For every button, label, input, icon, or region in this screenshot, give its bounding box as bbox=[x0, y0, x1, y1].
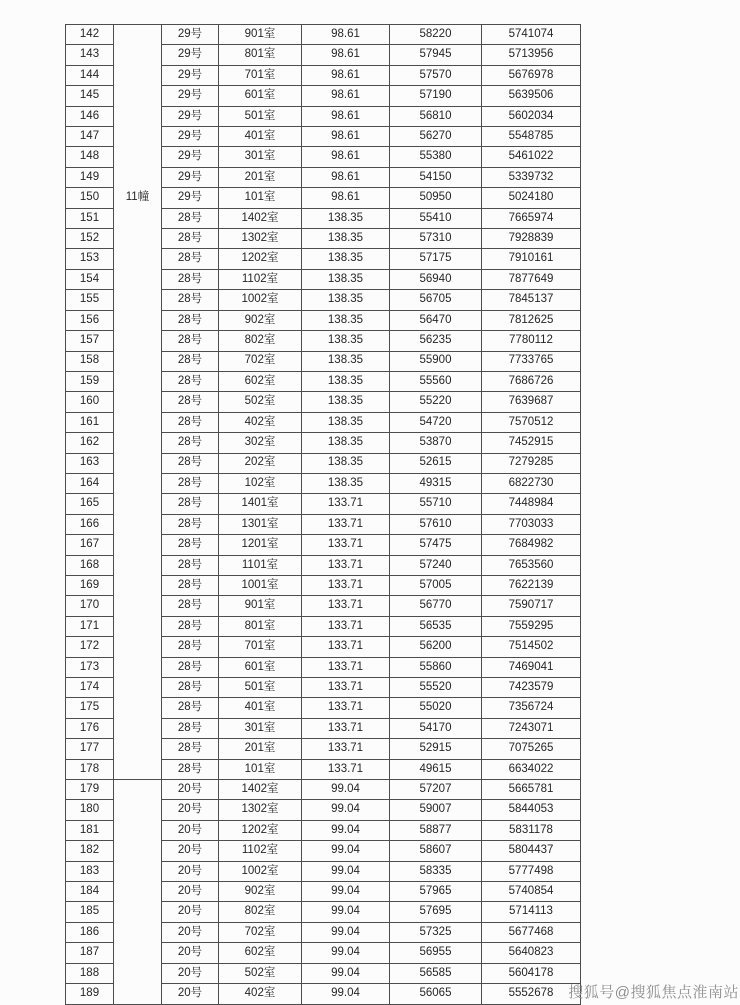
unit-number-cell: 20号 bbox=[162, 821, 219, 841]
room-cell: 601室 bbox=[219, 86, 302, 106]
row-number-cell: 143 bbox=[66, 45, 114, 65]
total-price-cell: 7590717 bbox=[482, 596, 581, 616]
row-number-cell: 142 bbox=[66, 25, 114, 45]
unit-price-cell: 57965 bbox=[390, 882, 482, 902]
total-price-cell: 7559295 bbox=[482, 617, 581, 637]
total-price-cell: 5677468 bbox=[482, 923, 581, 943]
unit-number-cell: 28号 bbox=[162, 576, 219, 596]
room-cell: 1301室 bbox=[219, 515, 302, 535]
building-block-cell bbox=[114, 780, 162, 1004]
unit-number-cell: 28号 bbox=[162, 719, 219, 739]
unit-price-cell: 57610 bbox=[390, 515, 482, 535]
row-number-cell: 183 bbox=[66, 862, 114, 882]
unit-price-cell: 55860 bbox=[390, 658, 482, 678]
unit-price-cell: 57240 bbox=[390, 556, 482, 576]
room-cell: 801室 bbox=[219, 617, 302, 637]
unit-number-cell: 28号 bbox=[162, 596, 219, 616]
room-cell: 1402室 bbox=[219, 780, 302, 800]
area-cell: 133.71 bbox=[302, 760, 390, 780]
unit-price-cell: 57695 bbox=[390, 902, 482, 922]
total-price-cell: 5639506 bbox=[482, 86, 581, 106]
area-cell: 99.04 bbox=[302, 902, 390, 922]
area-cell: 98.61 bbox=[302, 45, 390, 65]
row-number-cell: 181 bbox=[66, 821, 114, 841]
unit-price-cell: 56705 bbox=[390, 290, 482, 310]
unit-price-cell: 57190 bbox=[390, 86, 482, 106]
row-number-cell: 145 bbox=[66, 86, 114, 106]
area-cell: 133.71 bbox=[302, 739, 390, 759]
area-cell: 99.04 bbox=[302, 821, 390, 841]
area-cell: 138.35 bbox=[302, 474, 390, 494]
unit-price-cell: 50950 bbox=[390, 188, 482, 208]
unit-number-cell: 28号 bbox=[162, 331, 219, 351]
row-number-cell: 179 bbox=[66, 780, 114, 800]
area-cell: 99.04 bbox=[302, 780, 390, 800]
total-price-cell: 5548785 bbox=[482, 127, 581, 147]
unit-price-cell: 59007 bbox=[390, 800, 482, 820]
unit-price-cell: 57005 bbox=[390, 576, 482, 596]
unit-number-cell: 28号 bbox=[162, 739, 219, 759]
area-cell: 99.04 bbox=[302, 862, 390, 882]
area-cell: 138.35 bbox=[302, 311, 390, 331]
area-cell: 99.04 bbox=[302, 943, 390, 963]
unit-number-cell: 20号 bbox=[162, 943, 219, 963]
area-cell: 133.71 bbox=[302, 535, 390, 555]
room-cell: 601室 bbox=[219, 658, 302, 678]
unit-number-cell: 28号 bbox=[162, 454, 219, 474]
total-price-cell: 7448984 bbox=[482, 494, 581, 514]
unit-number-cell: 28号 bbox=[162, 658, 219, 678]
total-price-cell: 5339732 bbox=[482, 168, 581, 188]
total-price-cell: 5461022 bbox=[482, 147, 581, 167]
total-price-cell: 6822730 bbox=[482, 474, 581, 494]
row-number-cell: 180 bbox=[66, 800, 114, 820]
unit-number-cell: 29号 bbox=[162, 45, 219, 65]
unit-price-cell: 55560 bbox=[390, 372, 482, 392]
area-cell: 98.61 bbox=[302, 86, 390, 106]
row-number-cell: 169 bbox=[66, 576, 114, 596]
unit-number-cell: 28号 bbox=[162, 617, 219, 637]
unit-number-cell: 20号 bbox=[162, 841, 219, 861]
area-cell: 138.35 bbox=[302, 413, 390, 433]
area-cell: 99.04 bbox=[302, 841, 390, 861]
total-price-cell: 7733765 bbox=[482, 352, 581, 372]
unit-number-cell: 28号 bbox=[162, 760, 219, 780]
area-cell: 133.71 bbox=[302, 637, 390, 657]
unit-number-cell: 28号 bbox=[162, 209, 219, 229]
room-cell: 301室 bbox=[219, 719, 302, 739]
unit-price-cell: 54720 bbox=[390, 413, 482, 433]
total-price-cell: 7452915 bbox=[482, 433, 581, 453]
unit-price-cell: 49615 bbox=[390, 760, 482, 780]
area-cell: 138.35 bbox=[302, 270, 390, 290]
row-number-cell: 149 bbox=[66, 168, 114, 188]
total-price-cell: 5777498 bbox=[482, 862, 581, 882]
unit-number-cell: 20号 bbox=[162, 862, 219, 882]
total-price-cell: 5640823 bbox=[482, 943, 581, 963]
room-cell: 702室 bbox=[219, 923, 302, 943]
unit-number-cell: 28号 bbox=[162, 229, 219, 249]
building-block-label: 11幢 bbox=[125, 191, 150, 204]
unit-number-cell: 28号 bbox=[162, 413, 219, 433]
row-number-cell: 173 bbox=[66, 658, 114, 678]
row-number-cell: 188 bbox=[66, 964, 114, 984]
total-price-cell: 7243071 bbox=[482, 719, 581, 739]
row-number-cell: 156 bbox=[66, 311, 114, 331]
area-cell: 99.04 bbox=[302, 800, 390, 820]
area-cell: 138.35 bbox=[302, 372, 390, 392]
unit-number-cell: 28号 bbox=[162, 372, 219, 392]
row-number-cell: 189 bbox=[66, 984, 114, 1004]
unit-price-cell: 55220 bbox=[390, 392, 482, 412]
unit-number-cell: 29号 bbox=[162, 107, 219, 127]
unit-price-cell: 56810 bbox=[390, 107, 482, 127]
unit-price-cell: 57570 bbox=[390, 66, 482, 86]
room-cell: 1401室 bbox=[219, 494, 302, 514]
total-price-cell: 7423579 bbox=[482, 678, 581, 698]
row-number-cell: 165 bbox=[66, 494, 114, 514]
row-number-cell: 166 bbox=[66, 515, 114, 535]
price-table bbox=[65, 24, 581, 1005]
area-cell: 133.71 bbox=[302, 719, 390, 739]
unit-number-cell: 29号 bbox=[162, 188, 219, 208]
unit-number-cell: 29号 bbox=[162, 127, 219, 147]
total-price-cell: 7469041 bbox=[482, 658, 581, 678]
total-price-cell: 7570512 bbox=[482, 413, 581, 433]
unit-price-cell: 57207 bbox=[390, 780, 482, 800]
unit-price-cell: 56770 bbox=[390, 596, 482, 616]
total-price-cell: 7928839 bbox=[482, 229, 581, 249]
row-number-cell: 152 bbox=[66, 229, 114, 249]
total-price-cell: 5804437 bbox=[482, 841, 581, 861]
unit-price-cell: 58877 bbox=[390, 821, 482, 841]
total-price-cell: 7356724 bbox=[482, 698, 581, 718]
row-number-cell: 158 bbox=[66, 352, 114, 372]
room-cell: 1002室 bbox=[219, 862, 302, 882]
room-cell: 802室 bbox=[219, 902, 302, 922]
room-cell: 502室 bbox=[219, 964, 302, 984]
area-cell: 99.04 bbox=[302, 882, 390, 902]
room-cell: 402室 bbox=[219, 984, 302, 1004]
area-cell: 138.35 bbox=[302, 352, 390, 372]
unit-price-cell: 55410 bbox=[390, 209, 482, 229]
room-cell: 1202室 bbox=[219, 249, 302, 269]
total-price-cell: 7514502 bbox=[482, 637, 581, 657]
unit-number-cell: 29号 bbox=[162, 25, 219, 45]
unit-price-cell: 56955 bbox=[390, 943, 482, 963]
room-cell: 501室 bbox=[219, 678, 302, 698]
unit-price-cell: 56940 bbox=[390, 270, 482, 290]
room-cell: 401室 bbox=[219, 127, 302, 147]
total-price-cell: 5740854 bbox=[482, 882, 581, 902]
total-price-cell: 7622139 bbox=[482, 576, 581, 596]
room-cell: 502室 bbox=[219, 392, 302, 412]
room-cell: 902室 bbox=[219, 311, 302, 331]
unit-price-cell: 56235 bbox=[390, 331, 482, 351]
unit-number-cell: 28号 bbox=[162, 433, 219, 453]
unit-number-cell: 20号 bbox=[162, 882, 219, 902]
unit-price-cell: 58335 bbox=[390, 862, 482, 882]
room-cell: 501室 bbox=[219, 107, 302, 127]
watermark-text: 搜狐号@搜狐焦点淮南站 bbox=[568, 984, 739, 1001]
room-cell: 101室 bbox=[219, 760, 302, 780]
row-number-cell: 186 bbox=[66, 923, 114, 943]
area-cell: 98.61 bbox=[302, 188, 390, 208]
room-cell: 401室 bbox=[219, 698, 302, 718]
total-price-cell: 7910161 bbox=[482, 249, 581, 269]
unit-price-cell: 55900 bbox=[390, 352, 482, 372]
room-cell: 602室 bbox=[219, 372, 302, 392]
room-cell: 902室 bbox=[219, 882, 302, 902]
room-cell: 1101室 bbox=[219, 556, 302, 576]
total-price-cell: 5714113 bbox=[482, 902, 581, 922]
room-cell: 602室 bbox=[219, 943, 302, 963]
area-cell: 99.04 bbox=[302, 923, 390, 943]
area-cell: 99.04 bbox=[302, 984, 390, 1004]
unit-number-cell: 20号 bbox=[162, 964, 219, 984]
room-cell: 701室 bbox=[219, 637, 302, 657]
unit-price-cell: 56065 bbox=[390, 984, 482, 1004]
unit-number-cell: 20号 bbox=[162, 800, 219, 820]
area-cell: 133.71 bbox=[302, 556, 390, 576]
room-cell: 1201室 bbox=[219, 535, 302, 555]
room-cell: 901室 bbox=[219, 596, 302, 616]
unit-number-cell: 28号 bbox=[162, 270, 219, 290]
area-cell: 133.71 bbox=[302, 596, 390, 616]
total-price-cell: 7279285 bbox=[482, 454, 581, 474]
area-cell: 138.35 bbox=[302, 331, 390, 351]
unit-price-cell: 57310 bbox=[390, 229, 482, 249]
unit-number-cell: 28号 bbox=[162, 556, 219, 576]
unit-number-cell: 20号 bbox=[162, 780, 219, 800]
room-cell: 201室 bbox=[219, 739, 302, 759]
row-number-cell: 163 bbox=[66, 454, 114, 474]
room-cell: 1302室 bbox=[219, 800, 302, 820]
unit-price-cell: 49315 bbox=[390, 474, 482, 494]
area-cell: 98.61 bbox=[302, 127, 390, 147]
unit-number-cell: 28号 bbox=[162, 311, 219, 331]
unit-number-cell: 29号 bbox=[162, 86, 219, 106]
unit-number-cell: 29号 bbox=[162, 66, 219, 86]
room-cell: 801室 bbox=[219, 45, 302, 65]
total-price-cell: 7812625 bbox=[482, 311, 581, 331]
room-cell: 102室 bbox=[219, 474, 302, 494]
unit-price-cell: 57175 bbox=[390, 249, 482, 269]
unit-price-cell: 55380 bbox=[390, 147, 482, 167]
unit-number-cell: 28号 bbox=[162, 535, 219, 555]
area-cell: 133.71 bbox=[302, 678, 390, 698]
unit-number-cell: 20号 bbox=[162, 902, 219, 922]
area-cell: 138.35 bbox=[302, 392, 390, 412]
row-number-cell: 150 bbox=[66, 188, 114, 208]
area-cell: 133.71 bbox=[302, 617, 390, 637]
row-number-cell: 170 bbox=[66, 596, 114, 616]
total-price-cell: 5741074 bbox=[482, 25, 581, 45]
row-number-cell: 162 bbox=[66, 433, 114, 453]
room-cell: 1102室 bbox=[219, 841, 302, 861]
row-number-cell: 174 bbox=[66, 678, 114, 698]
area-cell: 98.61 bbox=[302, 107, 390, 127]
row-number-cell: 176 bbox=[66, 719, 114, 739]
room-cell: 701室 bbox=[219, 66, 302, 86]
row-number-cell: 144 bbox=[66, 66, 114, 86]
total-price-cell: 7845137 bbox=[482, 290, 581, 310]
unit-price-cell: 55710 bbox=[390, 494, 482, 514]
row-number-cell: 182 bbox=[66, 841, 114, 861]
unit-number-cell: 28号 bbox=[162, 698, 219, 718]
unit-price-cell: 56470 bbox=[390, 311, 482, 331]
total-price-cell: 7703033 bbox=[482, 515, 581, 535]
room-cell: 202室 bbox=[219, 454, 302, 474]
total-price-cell: 5676978 bbox=[482, 66, 581, 86]
total-price-cell: 7075265 bbox=[482, 739, 581, 759]
unit-number-cell: 28号 bbox=[162, 290, 219, 310]
row-number-cell: 178 bbox=[66, 760, 114, 780]
row-number-cell: 187 bbox=[66, 943, 114, 963]
area-cell: 98.61 bbox=[302, 168, 390, 188]
area-cell: 98.61 bbox=[302, 25, 390, 45]
row-number-cell: 147 bbox=[66, 127, 114, 147]
unit-number-cell: 29号 bbox=[162, 147, 219, 167]
area-cell: 133.71 bbox=[302, 515, 390, 535]
unit-price-cell: 56535 bbox=[390, 617, 482, 637]
total-price-cell: 5713956 bbox=[482, 45, 581, 65]
area-cell: 133.71 bbox=[302, 576, 390, 596]
row-number-cell: 161 bbox=[66, 413, 114, 433]
total-price-cell: 5602034 bbox=[482, 107, 581, 127]
row-number-cell: 159 bbox=[66, 372, 114, 392]
total-price-cell: 5844053 bbox=[482, 800, 581, 820]
unit-price-cell: 54150 bbox=[390, 168, 482, 188]
total-price-cell: 7653560 bbox=[482, 556, 581, 576]
total-price-cell: 7639687 bbox=[482, 392, 581, 412]
total-price-cell: 5604178 bbox=[482, 964, 581, 984]
row-number-cell: 177 bbox=[66, 739, 114, 759]
unit-number-cell: 20号 bbox=[162, 923, 219, 943]
room-cell: 802室 bbox=[219, 331, 302, 351]
room-cell: 201室 bbox=[219, 168, 302, 188]
unit-number-cell: 28号 bbox=[162, 494, 219, 514]
area-cell: 99.04 bbox=[302, 964, 390, 984]
total-price-cell: 5831178 bbox=[482, 821, 581, 841]
row-number-cell: 160 bbox=[66, 392, 114, 412]
row-number-cell: 154 bbox=[66, 270, 114, 290]
row-number-cell: 148 bbox=[66, 147, 114, 167]
unit-price-cell: 58607 bbox=[390, 841, 482, 861]
room-cell: 1102室 bbox=[219, 270, 302, 290]
unit-number-cell: 28号 bbox=[162, 474, 219, 494]
unit-price-cell: 57945 bbox=[390, 45, 482, 65]
row-number-cell: 184 bbox=[66, 882, 114, 902]
building-block-cell bbox=[114, 25, 162, 780]
unit-number-cell: 28号 bbox=[162, 352, 219, 372]
room-cell: 101室 bbox=[219, 188, 302, 208]
unit-number-cell: 28号 bbox=[162, 678, 219, 698]
room-cell: 901室 bbox=[219, 25, 302, 45]
unit-price-cell: 52615 bbox=[390, 454, 482, 474]
room-cell: 1402室 bbox=[219, 209, 302, 229]
unit-price-cell: 57475 bbox=[390, 535, 482, 555]
room-cell: 1001室 bbox=[219, 576, 302, 596]
total-price-cell: 5665781 bbox=[482, 780, 581, 800]
unit-price-cell: 56270 bbox=[390, 127, 482, 147]
area-cell: 138.35 bbox=[302, 229, 390, 249]
total-price-cell: 7665974 bbox=[482, 209, 581, 229]
unit-number-cell: 29号 bbox=[162, 168, 219, 188]
total-price-cell: 7877649 bbox=[482, 270, 581, 290]
area-cell: 98.61 bbox=[302, 66, 390, 86]
room-cell: 302室 bbox=[219, 433, 302, 453]
unit-price-cell: 53870 bbox=[390, 433, 482, 453]
room-cell: 402室 bbox=[219, 413, 302, 433]
room-cell: 1002室 bbox=[219, 290, 302, 310]
unit-number-cell: 28号 bbox=[162, 637, 219, 657]
area-cell: 98.61 bbox=[302, 147, 390, 167]
area-cell: 138.35 bbox=[302, 209, 390, 229]
row-number-cell: 167 bbox=[66, 535, 114, 555]
area-cell: 138.35 bbox=[302, 249, 390, 269]
total-price-cell: 5552678 bbox=[482, 984, 581, 1004]
row-number-cell: 172 bbox=[66, 637, 114, 657]
room-cell: 1202室 bbox=[219, 821, 302, 841]
total-price-cell: 7686726 bbox=[482, 372, 581, 392]
unit-number-cell: 28号 bbox=[162, 249, 219, 269]
row-number-cell: 175 bbox=[66, 698, 114, 718]
row-number-cell: 164 bbox=[66, 474, 114, 494]
unit-number-cell: 28号 bbox=[162, 515, 219, 535]
row-number-cell: 146 bbox=[66, 107, 114, 127]
unit-price-cell: 52915 bbox=[390, 739, 482, 759]
row-number-cell: 155 bbox=[66, 290, 114, 310]
unit-price-cell: 56200 bbox=[390, 637, 482, 657]
unit-number-cell: 28号 bbox=[162, 392, 219, 412]
total-price-cell: 7684982 bbox=[482, 535, 581, 555]
row-number-cell: 168 bbox=[66, 556, 114, 576]
row-number-cell: 157 bbox=[66, 331, 114, 351]
area-cell: 138.35 bbox=[302, 290, 390, 310]
room-cell: 1302室 bbox=[219, 229, 302, 249]
row-number-cell: 185 bbox=[66, 902, 114, 922]
area-cell: 133.71 bbox=[302, 698, 390, 718]
room-cell: 702室 bbox=[219, 352, 302, 372]
row-number-cell: 153 bbox=[66, 249, 114, 269]
room-cell: 301室 bbox=[219, 147, 302, 167]
unit-number-cell: 20号 bbox=[162, 984, 219, 1004]
row-number-cell: 171 bbox=[66, 617, 114, 637]
total-price-cell: 5024180 bbox=[482, 188, 581, 208]
area-cell: 133.71 bbox=[302, 658, 390, 678]
unit-price-cell: 56585 bbox=[390, 964, 482, 984]
unit-price-cell: 55520 bbox=[390, 678, 482, 698]
unit-price-cell: 54170 bbox=[390, 719, 482, 739]
row-number-cell: 151 bbox=[66, 209, 114, 229]
total-price-cell: 6634022 bbox=[482, 760, 581, 780]
area-cell: 138.35 bbox=[302, 433, 390, 453]
total-price-cell: 7780112 bbox=[482, 331, 581, 351]
unit-price-cell: 58220 bbox=[390, 25, 482, 45]
area-cell: 138.35 bbox=[302, 454, 390, 474]
unit-price-cell: 57325 bbox=[390, 923, 482, 943]
unit-price-cell: 55020 bbox=[390, 698, 482, 718]
area-cell: 133.71 bbox=[302, 494, 390, 514]
